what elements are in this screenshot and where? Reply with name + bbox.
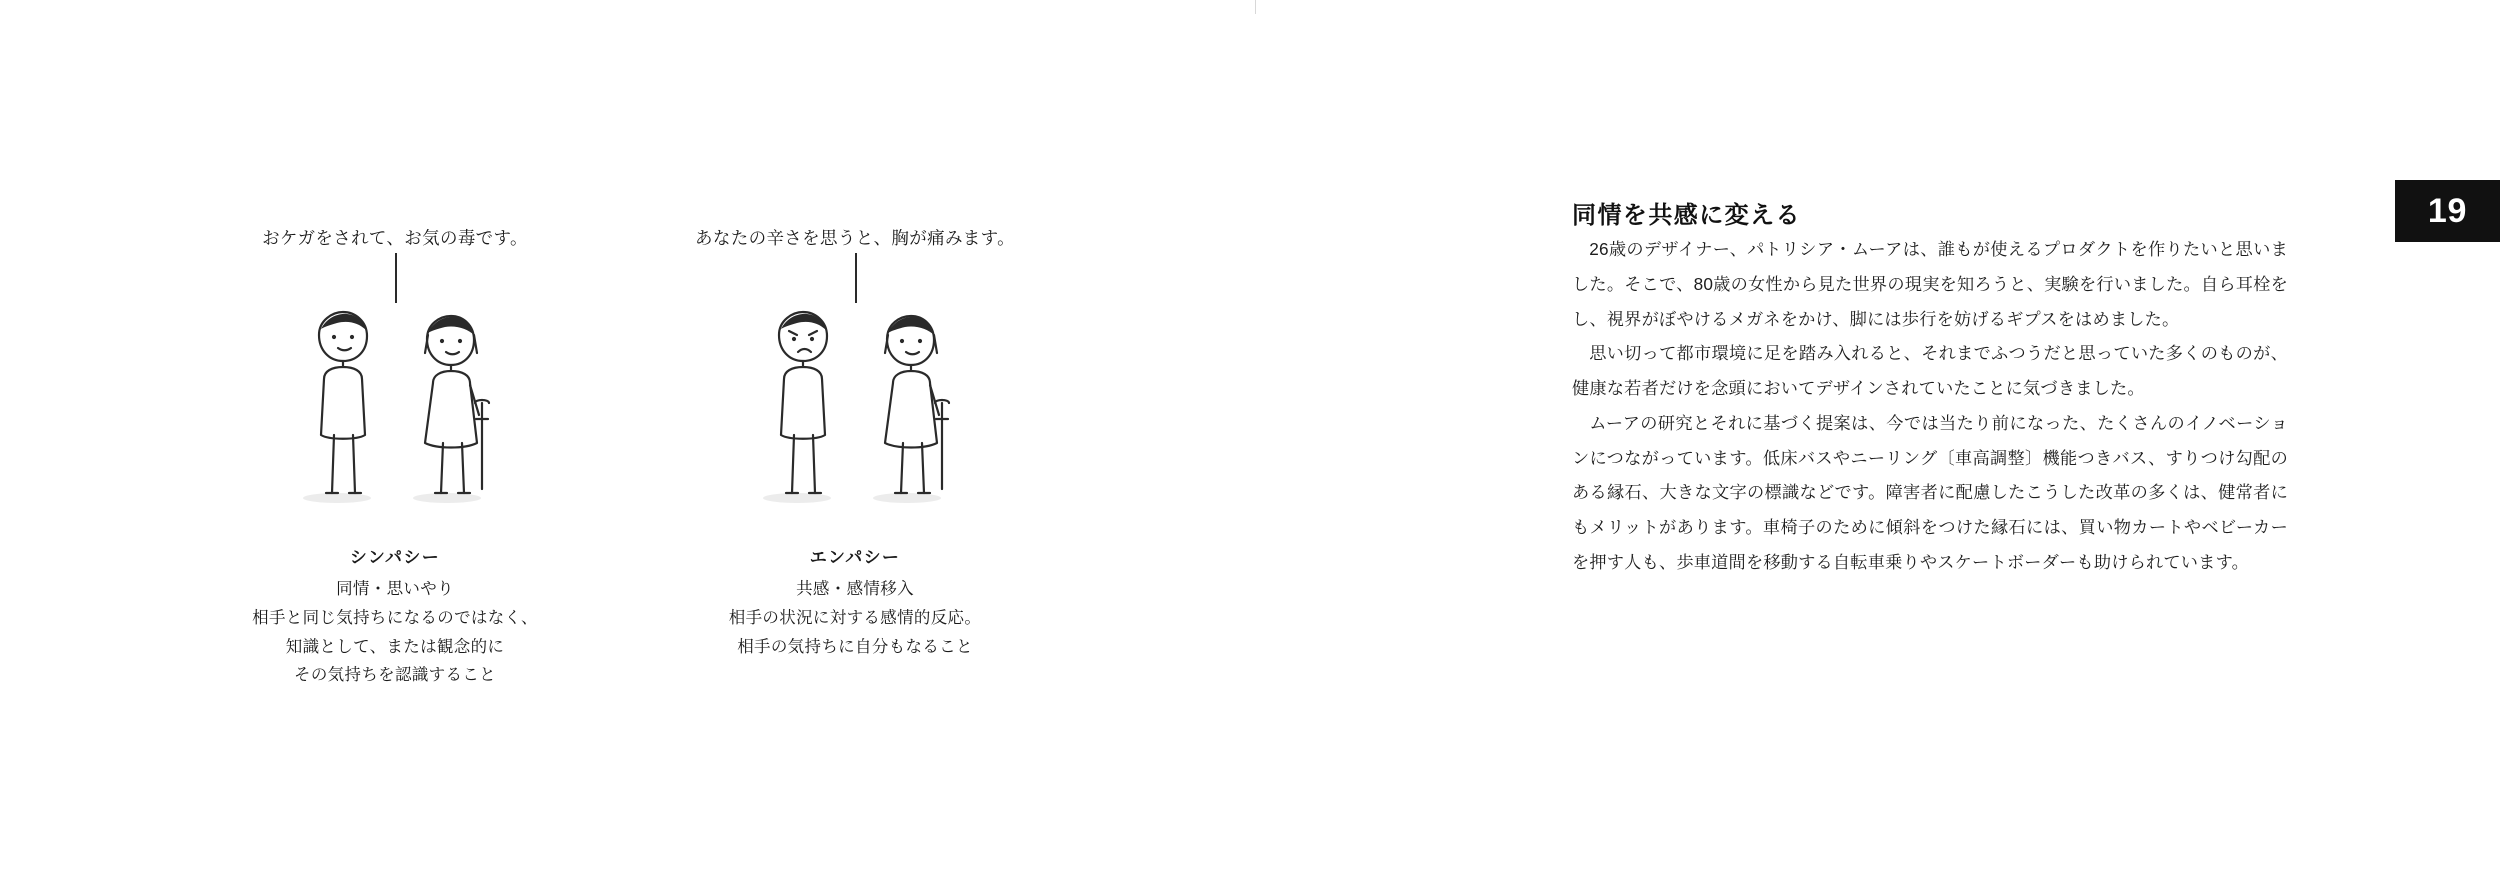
sympathy-speech-text: おケガをされて、お気の毒です。 <box>262 228 528 248</box>
empathy-line-2: 相手の気持ちに自分もなること <box>737 637 973 656</box>
text-page <box>1530 0 2350 870</box>
section-heading: 同情を共感に変える <box>1572 201 1801 229</box>
empathy-caption <box>645 543 1065 661</box>
empathy-line-1: 相手の状況に対する感情的反応。 <box>728 608 982 627</box>
empathy-leader-line <box>855 253 857 303</box>
empathy-line-0: 共感・感情移入 <box>796 579 914 598</box>
page-number-tab: 19 <box>2395 180 2500 242</box>
crop-mark <box>1255 0 1256 14</box>
sympathy-figures-drawing <box>185 303 605 543</box>
sympathy-line-1: 相手と同じ気持ちになるのではなく、 <box>252 608 538 627</box>
sympathy-term: シンパシー <box>349 548 441 567</box>
body-copy <box>1572 232 2288 580</box>
empathy-figures-drawing <box>645 303 1065 543</box>
sympathy-line-0: 同情・思いやり <box>336 579 454 598</box>
paragraph-1: 26歳のデザイナー、パトリシア・ムーアは、誰もが使えるプロダクトを作りたいと思いました。そこで、80歳の女性から見た世界の現実を知ろうと、実験を行いました。自ら耳栓をし、視界がぼやけるメガネをかけ、脚には歩行を妨げるギプスをはめました。 <box>1572 239 2288 329</box>
sympathy-caption <box>185 543 605 690</box>
sympathy-line-2: 知識として、または観念的に <box>285 637 505 656</box>
paragraph-2: 思い切って都市環境に足を踏み入れると、それまでふつうだと思っていた多くのものが、健康な若者だけを念頭においてデザインされていたことに気づきました。 <box>1572 343 2288 398</box>
empathy-speech-text: あなたの辛さを思うと、胸が痛みます。 <box>695 228 1015 248</box>
empathy-term: エンパシー <box>809 548 901 567</box>
sympathy-line-3: その気持ちを認識すること <box>294 666 496 685</box>
paragraph-3: ムーアの研究とそれに基づく提案は、今では当たり前になった、たくさんのイノベーションにつながっています。低床バスやニーリング〔車高調整〕機能つきバス、すりつけ勾配のある縁石、大きな文字の標識などです。障害者に配慮したこうした改革の多くは、健常者にもメリットがあります。車椅子のために傾斜をつけた縁石には、買い物カートやベビーカーを押す人も、歩車道間を移動する自転車乗りやスケートボーダーも助けられています。 <box>1572 412 2288 572</box>
sympathy-leader-line <box>395 253 397 303</box>
